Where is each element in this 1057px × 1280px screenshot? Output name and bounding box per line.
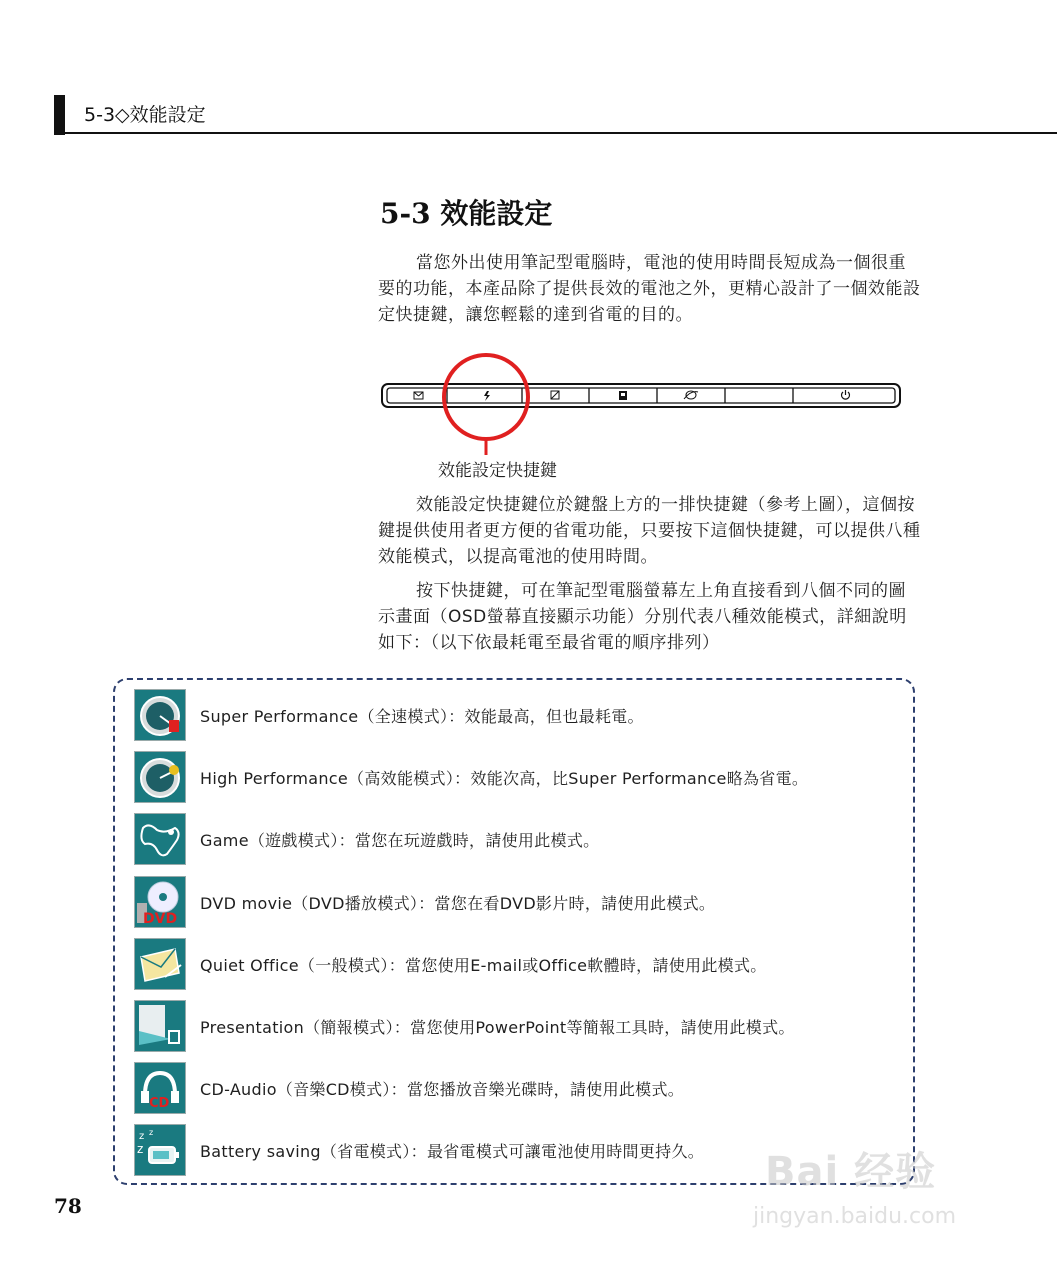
watermark-url: jingyan.baidu.com xyxy=(753,1204,957,1229)
headphones-cd-icon xyxy=(134,1062,186,1114)
section-title: 5-3 效能設定 xyxy=(380,197,553,230)
hotkey-paragraph: 效能設定快捷鍵位於鍵盤上方的一排快捷鍵（參考上圖），這個按鍵提供使用者更方便的省電功能，只要按下這個快捷鍵，可以提供八種效能模式，以提高電池的使用時間。 xyxy=(378,495,921,567)
battery-sleep-icon xyxy=(134,1124,186,1176)
running-header: 5-3◇效能設定 xyxy=(84,104,206,126)
header-rule xyxy=(54,132,1057,134)
mode-description: Presentation（簡報模式）：當您使用PowerPoint等簡報工具時，請使用此模式。 xyxy=(200,1018,795,1037)
mode-row-cd-audio xyxy=(134,1062,894,1116)
mode-row-super-performance xyxy=(134,689,894,743)
envelope-icon xyxy=(134,938,186,990)
mode-description: DVD movie（DVD播放模式）：當您在看DVD影片時，請使用此模式。 xyxy=(200,894,716,913)
svg-text:CD: CD xyxy=(149,1096,170,1111)
speedometer-yellow-icon xyxy=(134,751,186,803)
speedometer-red-icon xyxy=(134,689,186,741)
media-key-icon xyxy=(619,391,627,400)
figure-caption: 效能設定快捷鍵 xyxy=(438,461,557,481)
mode-row-quiet-office xyxy=(134,938,894,992)
modes-intro-paragraph: 按下快捷鍵，可在筆記型電腦螢幕左上角直接看到八個不同的圖示畫面（OSD螢幕直接顯示功能）分別代表八種效能模式，詳細說明如下：（以下依最耗電至最省電的順序排列） xyxy=(378,581,907,653)
hotkey-bar-figure xyxy=(380,353,904,463)
mode-row-dvd-movie xyxy=(134,876,894,930)
mode-description: Battery saving（省電模式）：最省電模式可讓電池使用時間更持久。 xyxy=(200,1142,705,1161)
svg-text:z: z xyxy=(137,1142,144,1156)
page-number: 78 xyxy=(54,1194,82,1218)
mode-description: CD-Audio（音樂CD模式）：當您播放音樂光碟時，請使用此模式。 xyxy=(200,1080,685,1099)
svg-text:z: z xyxy=(139,1131,145,1142)
dvd-icon xyxy=(134,876,186,928)
gamepad-icon xyxy=(134,813,186,865)
mode-row-presentation xyxy=(134,1000,894,1054)
header-bar xyxy=(54,95,65,135)
presentation-icon xyxy=(134,1000,186,1052)
svg-text:z: z xyxy=(149,1128,154,1137)
mode-description: Game（遊戲模式）：當您在玩遊戲時，請使用此模式。 xyxy=(200,831,600,850)
mode-row-high-performance xyxy=(134,751,894,805)
intro-paragraph: 當您外出使用筆記型電腦時，電池的使用時間長短成為一個很重要的功能，本產品除了提供長效的電池之外，更精心設計了一個效能設定快捷鍵，讓您輕鬆的達到省電的目的。 xyxy=(378,253,921,325)
mode-description: Super Performance（全速模式）：效能最高，但也最耗電。 xyxy=(200,707,644,726)
baidu-watermark xyxy=(745,1120,1005,1240)
mode-row-game xyxy=(134,813,894,867)
watermark-brand: Bai 经验 xyxy=(765,1149,937,1195)
mode-description: High Performance（高效能模式）：效能次高，比Super Performance略為省電。 xyxy=(200,769,809,788)
svg-text:DVD: DVD xyxy=(143,911,178,927)
mode-description: Quiet Office（一般模式）：當您使用E-mail或Office軟體時，請使用此模式。 xyxy=(200,956,767,975)
